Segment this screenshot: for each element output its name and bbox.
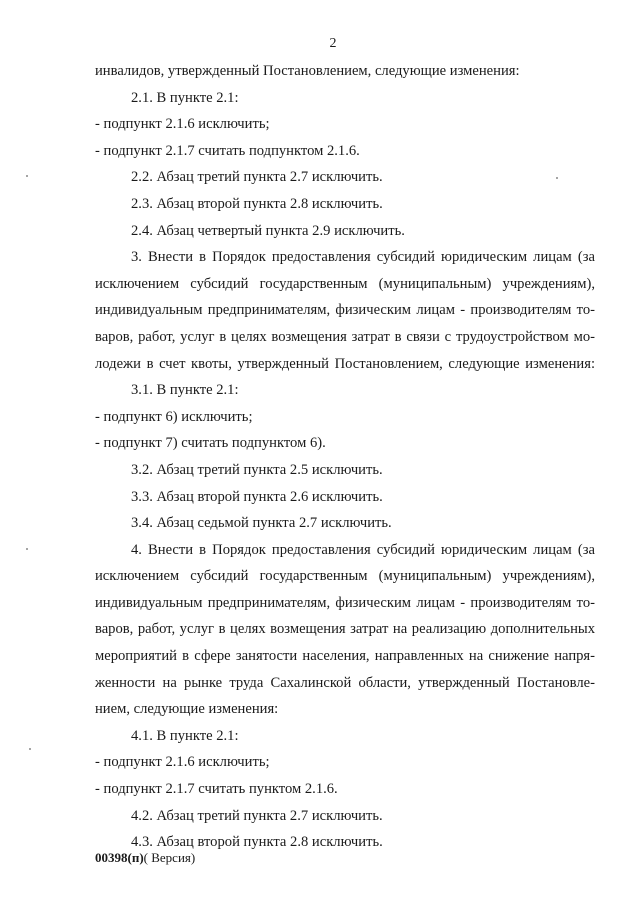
text-line: - подпункт 2.1.6 исключить; [95, 116, 270, 133]
scan-speck [26, 175, 28, 177]
document-body [95, 58, 595, 856]
text-line: - подпункт 2.1.6 исключить; [95, 754, 270, 771]
scan-speck [29, 748, 31, 750]
text-line: индивидуальным предпринимателям, физическим лицам - производителям то- [95, 594, 595, 611]
text-line: исключением субсидий государственным (муниципальным) учреждениям), [95, 568, 595, 585]
text-line: женности на рынке труда Сахалинской области, утвержденный Постановле- [95, 674, 595, 691]
scan-speck [26, 548, 28, 550]
text-line: нием, следующие изменения: [95, 701, 279, 718]
text-line: исключением субсидий государственным (муниципальным) учреждениям), [95, 275, 595, 292]
text-line: 3.2. Абзац третий пункта 2.5 исключить. [131, 461, 383, 478]
text-line: 3.4. Абзац седьмой пункта 2.7 исключить. [131, 515, 392, 532]
text-line: - подпункт 2.1.7 считать подпунктом 2.1.6. [95, 142, 360, 159]
text-line: индивидуальным предпринимателям, физическим лицам - производителям то- [95, 302, 595, 319]
text-line: - подпункт 2.1.7 считать пунктом 2.1.6. [95, 781, 338, 798]
page-number: 2 [329, 36, 337, 51]
footer-version: ( Версия) [143, 850, 196, 865]
text-line: 4.1. В пункте 2.1: [131, 727, 239, 744]
text-line: - подпункт 7) считать подпунктом 6). [95, 435, 326, 452]
text-line: 4.2. Абзац третий пункта 2.7 исключить. [131, 807, 383, 824]
text-line: 2.1. В пункте 2.1: [131, 89, 239, 106]
scan-speck [556, 177, 558, 179]
text-line: 3. Внести в Порядок предоставления субсидий юридическим лицам (за [131, 249, 595, 266]
document-footer [95, 850, 195, 866]
text-line: 2.3. Абзац второй пункта 2.8 исключить. [131, 195, 383, 212]
text-line: 3.3. Абзац второй пункта 2.6 исключить. [131, 488, 383, 505]
text-line: варов, работ, услуг в целях возмещения затрат на реализацию дополнительных [95, 621, 595, 638]
text-line: 2.4. Абзац четвертый пункта 2.9 исключить. [131, 222, 405, 239]
text-line: 3.1. В пункте 2.1: [131, 382, 239, 399]
text-line: мероприятий в сфере занятости населения, направленных на снижение напря- [95, 648, 595, 665]
text-line: варов, работ, услуг в целях возмещения затрат в связи с трудоустройством мо- [95, 328, 595, 345]
text-line: 2.2. Абзац третий пункта 2.7 исключить. [131, 169, 383, 186]
text-line: - подпункт 6) исключить; [95, 408, 253, 425]
text-line: 4. Внести в Порядок предоставления субсидий юридическим лицам (за [131, 541, 595, 558]
footer-code: 00398(п) [95, 850, 144, 865]
text-line: инвалидов, утвержденный Постановлением, следующие изменения: [95, 63, 520, 79]
text-line: 4.3. Абзац второй пункта 2.8 исключить. [131, 834, 383, 851]
text-line: лодежи в счет квоты, утвержденный Постановлением, следующие изменения: [95, 355, 595, 372]
